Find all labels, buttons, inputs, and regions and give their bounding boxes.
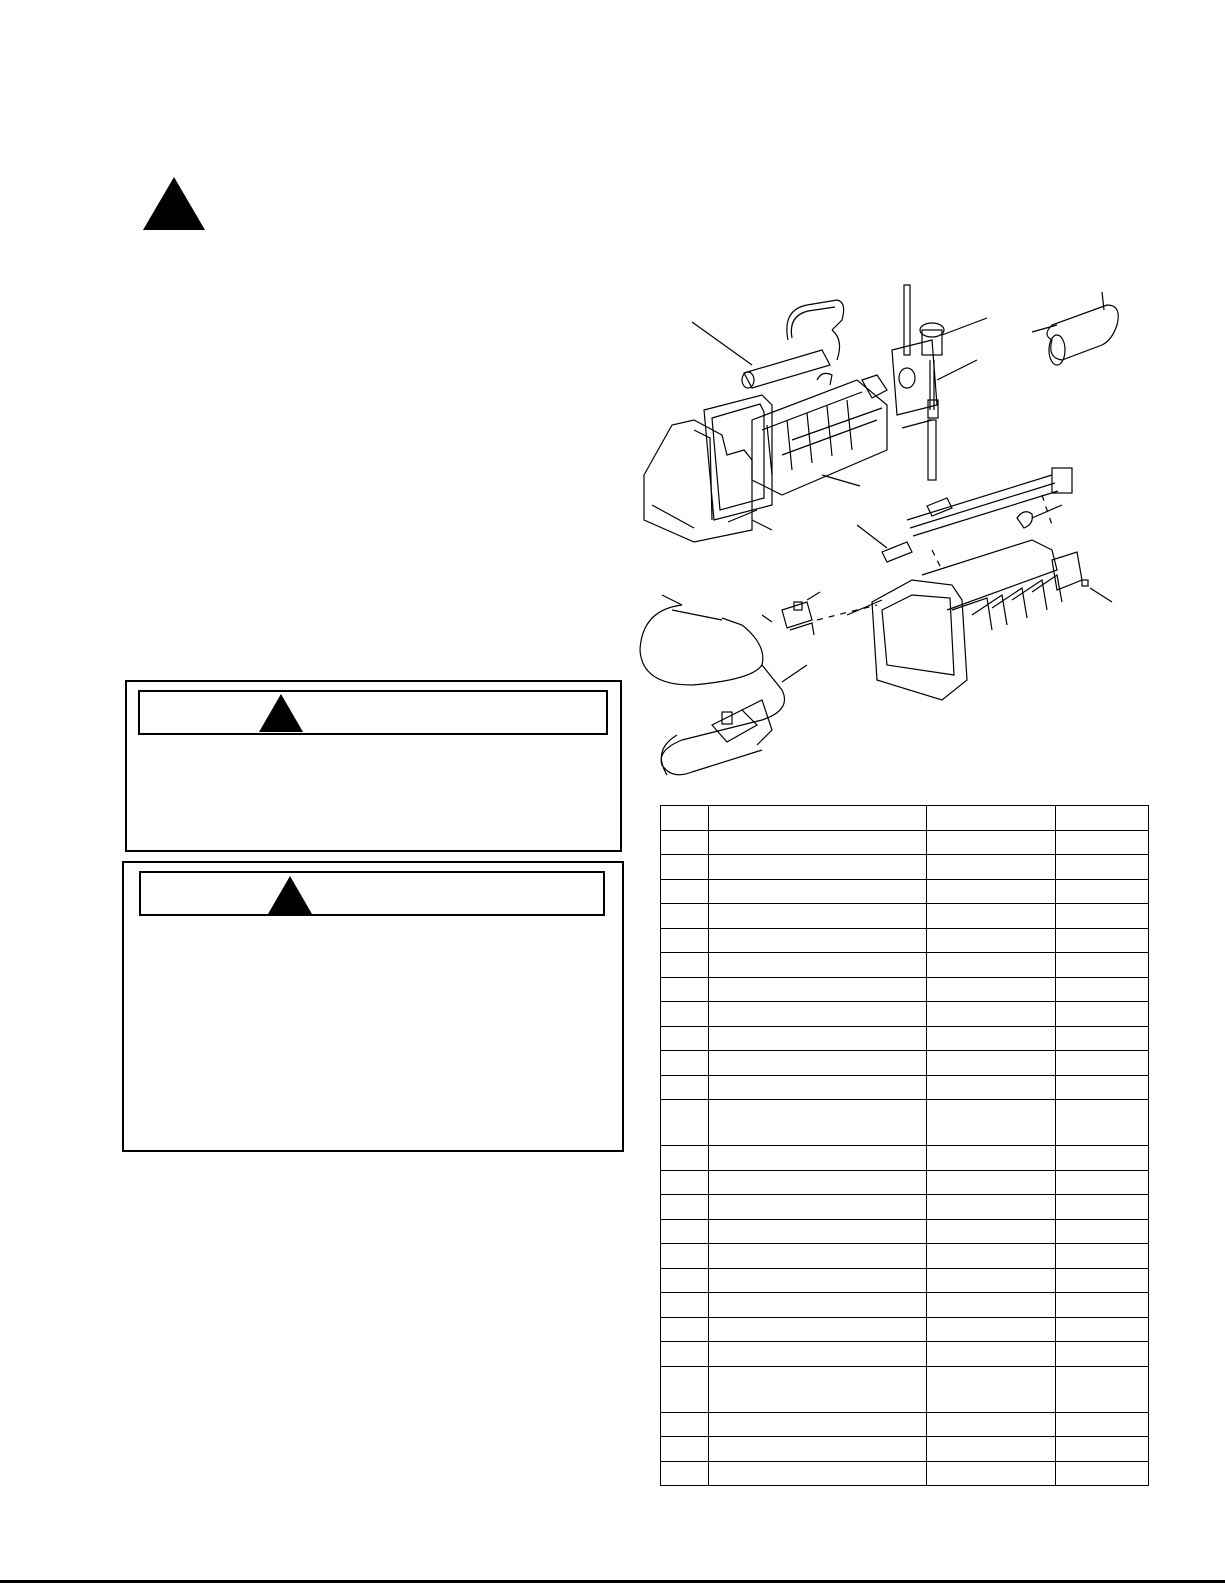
table-cell (709, 1146, 927, 1171)
table-cell (1056, 1146, 1149, 1171)
table-cell (927, 1461, 1056, 1486)
table-cell (927, 1366, 1056, 1412)
warning-box-1 (125, 680, 622, 852)
table-cell (661, 1317, 709, 1342)
table-cell (709, 806, 927, 831)
table-cell (1056, 977, 1149, 1002)
table-cell (927, 1051, 1056, 1076)
table-cell (927, 830, 1056, 855)
table-row (661, 1437, 1149, 1462)
table-cell (1056, 1100, 1149, 1146)
table-cell (661, 953, 709, 978)
table-cell (927, 1026, 1056, 1051)
table-row (661, 1317, 1149, 1342)
warning-triangle-icon (143, 177, 205, 230)
table-cell (1056, 904, 1149, 929)
table-row (661, 977, 1149, 1002)
table-cell (661, 1268, 709, 1293)
table-cell (1056, 928, 1149, 953)
table-cell (709, 830, 927, 855)
table-cell (661, 1412, 709, 1437)
bail-arm (640, 595, 807, 775)
table-cell (661, 1075, 709, 1100)
warning-box-2-header (139, 871, 605, 916)
ice-maker-housing (847, 540, 1112, 700)
table-cell (1056, 1195, 1149, 1220)
table-row (661, 1051, 1149, 1076)
table-row (661, 928, 1149, 953)
table-cell (1056, 1002, 1149, 1027)
warning-triangle-icon (259, 694, 303, 732)
table-row (661, 1146, 1149, 1171)
assembly-guide-lines (817, 495, 1052, 620)
table-cell (1056, 1412, 1149, 1437)
table-cell (709, 1437, 927, 1462)
warning-box-1-header (138, 690, 608, 735)
table-row (661, 1002, 1149, 1027)
wiring-harness (857, 468, 1072, 562)
table-row (661, 879, 1149, 904)
table-cell (661, 904, 709, 929)
table-row (661, 1026, 1149, 1051)
table-cell (1056, 1026, 1149, 1051)
table-cell (709, 904, 927, 929)
table-cell (927, 879, 1056, 904)
table-row (661, 1412, 1149, 1437)
table-cell (927, 1437, 1056, 1462)
parts-list-table (660, 805, 1149, 1486)
table-cell (709, 1342, 927, 1367)
table-cell (709, 1195, 927, 1220)
warning-triangle-icon (268, 876, 312, 914)
table-cell (1056, 1461, 1149, 1486)
table-cell (709, 1170, 927, 1195)
table-cell (927, 1170, 1056, 1195)
table-cell (661, 855, 709, 880)
table-cell (661, 1437, 709, 1462)
table-cell (1056, 1075, 1149, 1100)
table-cell (661, 1026, 709, 1051)
table-cell (709, 977, 927, 1002)
table-cell (661, 1366, 709, 1412)
table-cell (709, 1317, 927, 1342)
table-cell (927, 1075, 1056, 1100)
table-cell (661, 1244, 709, 1269)
page-bottom-rule (0, 1580, 1225, 1583)
table-cell (661, 1146, 709, 1171)
table-cell (1056, 953, 1149, 978)
table-cell (1056, 855, 1149, 880)
table-cell (927, 928, 1056, 953)
table-cell (1056, 1437, 1149, 1462)
table-cell (661, 1195, 709, 1220)
table-row (661, 1268, 1149, 1293)
table-cell (661, 928, 709, 953)
table-cell (661, 1051, 709, 1076)
table-cell (1056, 1219, 1149, 1244)
table-cell (661, 1002, 709, 1027)
table-row (661, 855, 1149, 880)
table-cell (927, 1219, 1056, 1244)
table-cell (709, 1293, 927, 1318)
parts-table-body (661, 806, 1149, 1486)
table-row (661, 1293, 1149, 1318)
table-row (661, 1219, 1149, 1244)
warning-box-2 (122, 861, 624, 1152)
table-row (661, 1342, 1149, 1367)
table-cell (661, 879, 709, 904)
table-cell (661, 1219, 709, 1244)
ice-maker-exploded-diagram (632, 280, 1152, 785)
table-cell (927, 1293, 1056, 1318)
table-cell (1056, 1170, 1149, 1195)
table-row (661, 1366, 1149, 1412)
table-cell (927, 1342, 1056, 1367)
table-cell (709, 855, 927, 880)
table-row (661, 1075, 1149, 1100)
table-cell (709, 879, 927, 904)
table-cell (1056, 1317, 1149, 1342)
table-cell (1056, 830, 1149, 855)
table-cell (927, 806, 1056, 831)
table-cell (927, 904, 1056, 929)
table-cell (927, 1244, 1056, 1269)
table-cell (709, 1026, 927, 1051)
table-cell (661, 1100, 709, 1146)
table-cell (927, 1146, 1056, 1171)
table-cell (661, 806, 709, 831)
table-cell (1056, 1293, 1149, 1318)
table-cell (927, 1002, 1056, 1027)
table-cell (709, 1412, 927, 1437)
front-cover-assembly (644, 395, 772, 542)
table-cell (709, 1461, 927, 1486)
table-cell (927, 1317, 1056, 1342)
table-cell (1056, 1268, 1149, 1293)
table-cell (709, 1002, 927, 1027)
table-cell (709, 1268, 927, 1293)
table-cell (709, 1075, 927, 1100)
switch-assembly (762, 592, 820, 635)
table-cell (709, 953, 927, 978)
table-row (661, 953, 1149, 978)
table-cell (661, 830, 709, 855)
table-cell (1056, 879, 1149, 904)
table-cell (927, 855, 1056, 880)
table-cell (709, 928, 927, 953)
table-cell (661, 1293, 709, 1318)
bin-cover (1032, 292, 1118, 365)
table-row (661, 1100, 1149, 1146)
table-cell (1056, 1244, 1149, 1269)
table-cell (927, 1100, 1056, 1146)
table-cell (927, 977, 1056, 1002)
table-cell (661, 977, 709, 1002)
table-cell (1056, 1342, 1149, 1367)
table-row (661, 806, 1149, 831)
table-cell (661, 1461, 709, 1486)
solenoid-assembly (892, 285, 987, 480)
table-cell (1056, 1366, 1149, 1412)
table-cell (709, 1051, 927, 1076)
table-cell (661, 1170, 709, 1195)
table-cell (927, 953, 1056, 978)
table-row (661, 1170, 1149, 1195)
table-row (661, 1244, 1149, 1269)
table-cell (661, 1342, 709, 1367)
table-cell (1056, 1051, 1149, 1076)
table-cell (709, 1244, 927, 1269)
table-cell (927, 1412, 1056, 1437)
table-row (661, 830, 1149, 855)
table-cell (927, 1268, 1056, 1293)
table-cell (1056, 806, 1149, 831)
table-row (661, 1195, 1149, 1220)
table-row (661, 1461, 1149, 1486)
table-row (661, 904, 1149, 929)
table-cell (709, 1100, 927, 1146)
table-cell (709, 1219, 927, 1244)
table-cell (709, 1366, 927, 1412)
table-cell (927, 1195, 1056, 1220)
